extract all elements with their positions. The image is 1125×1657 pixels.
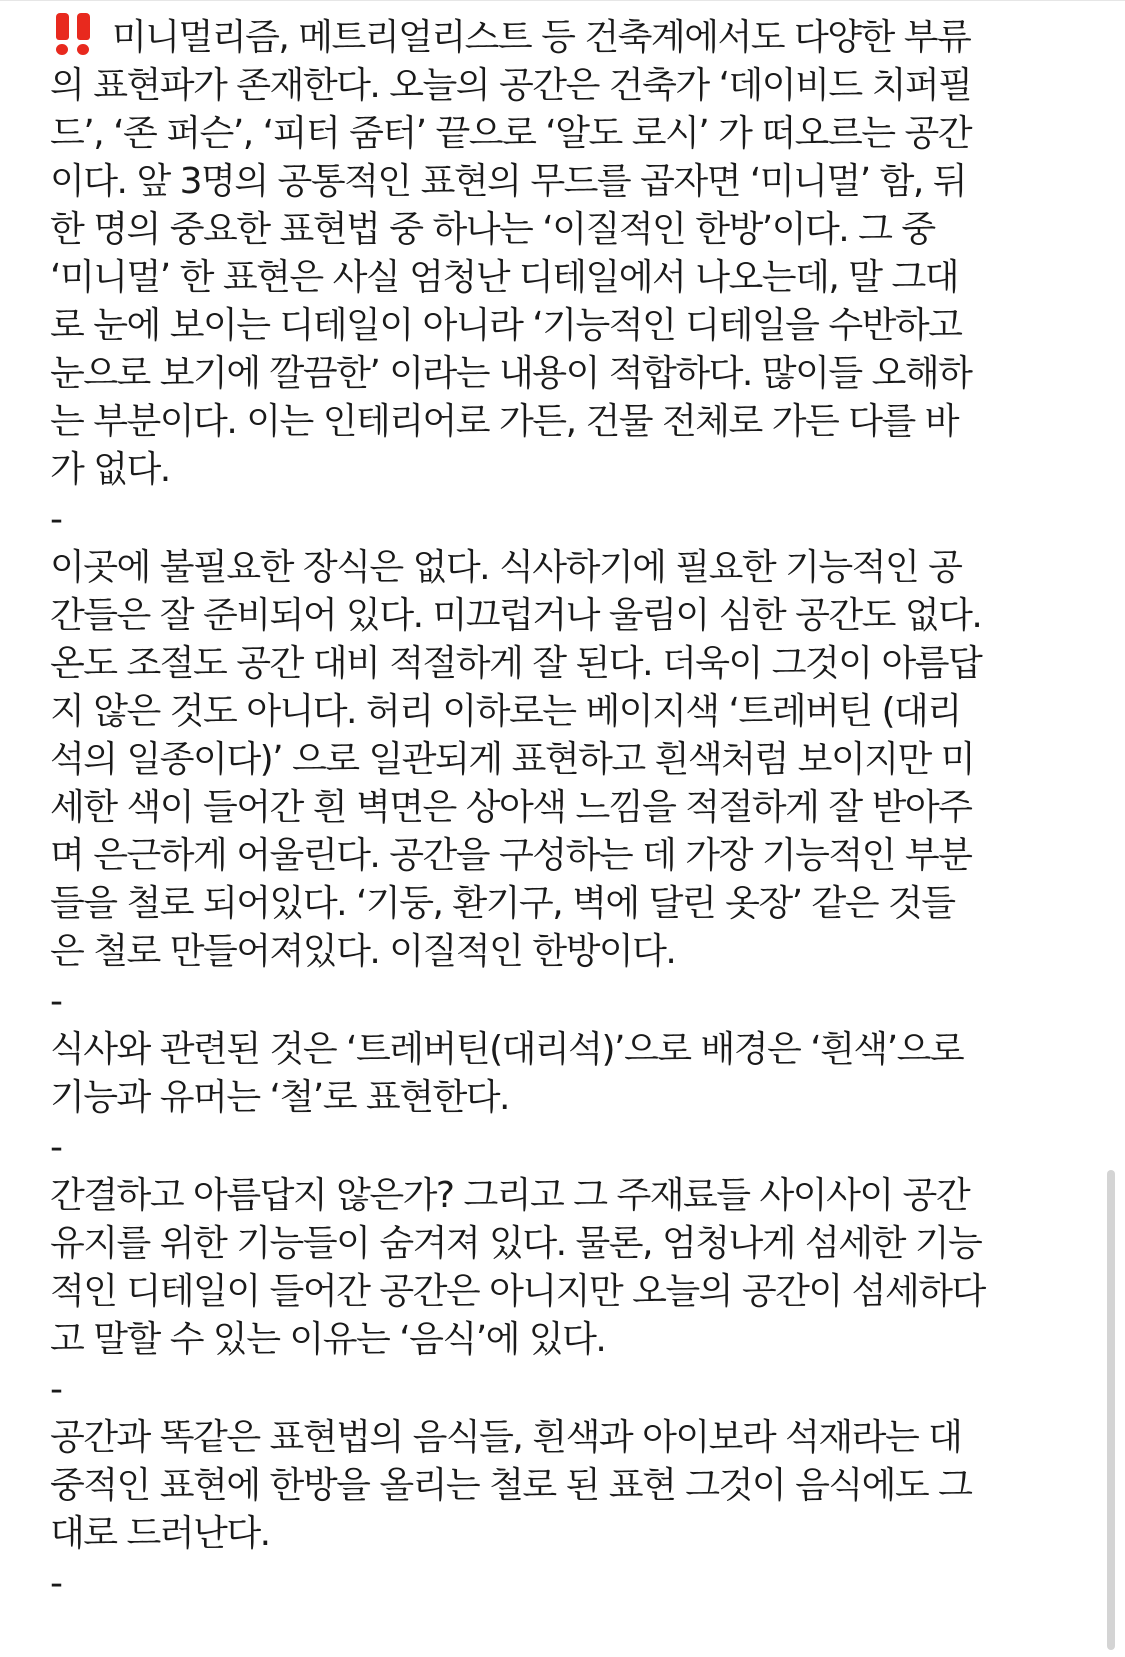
paragraph-2: 이곳에 불필요한 장식은 없다. 식사하기에 필요한 기능적인 공 간들은 잘 준비되어 있다. 미끄럽거나 울림이 심한 공간도 없다. 온도 조절도 공간 대비 적절하게 잘 된다. 더욱이 그것이 아름답 지 않은 것도 아니다. 허리 이하로는 베이지색 ‘트레버틴 (대리 석의 일종이다)’ 으로 일관되게 표현하고 흰색처럼 보이지만 미 세한 색이 들어간 흰 벽면은 상아색 느낌을 적절하게 잘 받아주 며 은근하게 어울린다. 공간을 구성하는 데 가장 기능적인 부분 들을 철로 되어있다. ‘기둥, 환기구, 벽에 달린 옷장’ 같은 것들 은 철로 만들어져있다. 이질적인 한방이다. xyxy=(50,547,982,972)
separator-4: - xyxy=(50,1369,62,1410)
paragraph-4: 간결하고 아름답지 않은가? 그리고 그 주재료들 사이사이 공간 유지를 위한 기능들이 숨겨져 있다. 물론, 엄청나게 섬세한 기능 적인 디테일이 들어간 공간은 아니지만 오늘의 공간이 섬세하다 고 말할 수 있는 이유는 ‘음식’에 있다. xyxy=(50,1175,985,1360)
top-divider xyxy=(0,0,1125,1)
separator-5: - xyxy=(50,1563,62,1604)
paragraph-3: 식사와 관련된 것은 ‘트레버틴(대리석)’으로 배경은 ‘흰색’으로 기능과 유머는 ‘철’로 표현한다. xyxy=(50,1029,964,1118)
post-body xyxy=(50,13,1090,1608)
separator-3: - xyxy=(50,1127,62,1168)
paragraph-5: 공간과 똑같은 표현법의 음식들, 흰색과 아이보라 석재라는 대 중적인 표현에 한방을 올리는 철로 된 표현 그것이 음식에도 그 대로 드러난다. xyxy=(50,1417,972,1554)
paragraph-1-text: 미니멀리즘, 메트리얼리스트 등 건축계에서도 다양한 부류 의 표현파가 존재한다. 오늘의 공간은 건축가 ‘데이비드 치퍼필 드’, ‘존 퍼슨’, ‘피터 줌터’ 끝으로 ‘알도 로시’ 가 떠오르는 공간 이다. 앞 3명의 공통적인 표현의 무드를 곱자면 ‘미니멀’ 함, 뒤 한 명의 중요한 표현법 중 하나는 ‘이질적인 한방’이다. 그 중 ‘미니멀’ 한 표현은 사실 엄청난 디테일에서 나오는데, 말 그대 로 눈에 보이는 디테일이 아니라 ‘기능적인 디테일을 수반하고 눈으로 보기에 깔끔한’ 이라는 내용이 적합하다. 많이들 오해하 는 부분이다. 이는 인테리어로 가든, 건물 전체로 가든 다를 바 가 없다. xyxy=(50,17,972,490)
separator-1: - xyxy=(50,499,62,540)
paragraph-1 xyxy=(50,13,1090,494)
double-exclamation-icon xyxy=(50,13,98,53)
separator-2: - xyxy=(50,981,62,1022)
scrollbar[interactable] xyxy=(1107,1170,1115,1650)
